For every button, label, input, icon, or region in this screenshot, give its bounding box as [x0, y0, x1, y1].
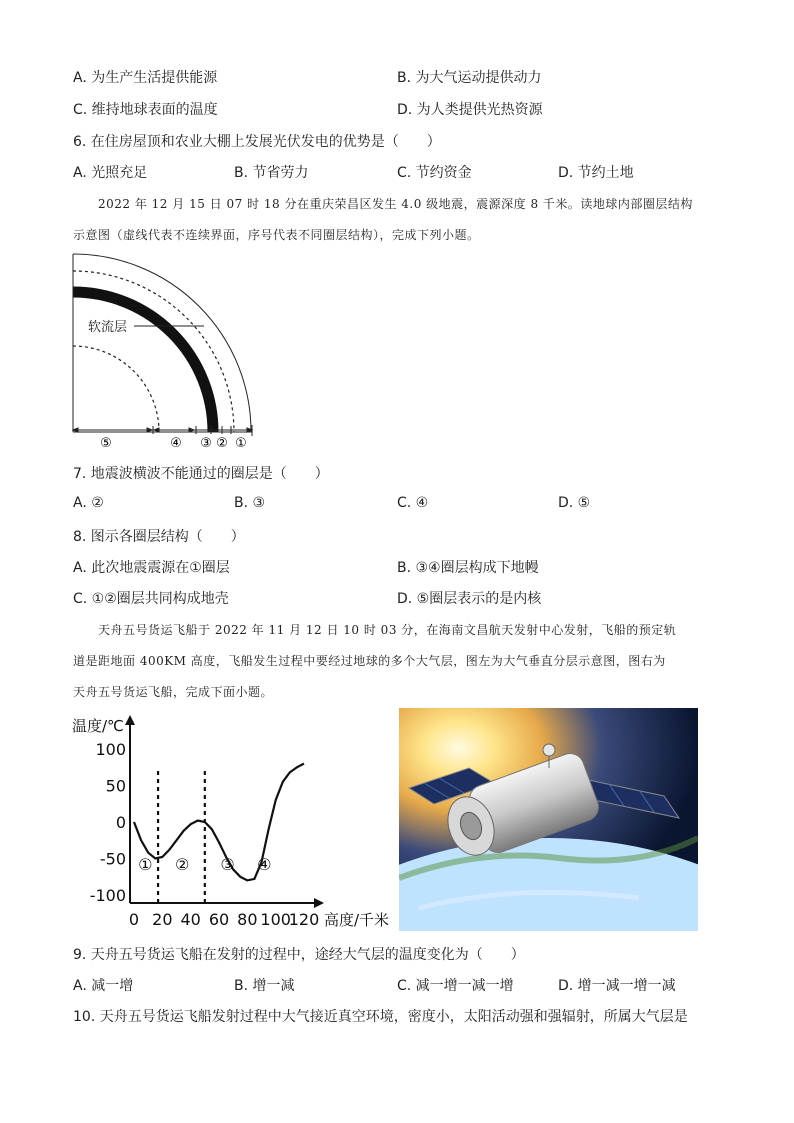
- x-tick-label: 20: [152, 910, 173, 929]
- q9-option-d: D. 增一减一增一减: [558, 978, 676, 994]
- q5-option-c: C. 维持地球表面的温度: [73, 102, 218, 118]
- chart-ylabel: 温度/℃: [72, 717, 124, 735]
- q8-option-d: D. ⑤圈层表示的是内核: [397, 591, 542, 607]
- earth-structure-diagram: [66, 250, 258, 450]
- q7-stem: 7. 地震波横波不能通过的圈层是（ ）: [73, 466, 329, 482]
- x-tick-label: 80: [237, 910, 258, 929]
- q9-option-c: C. 减一增一减一增: [397, 978, 514, 994]
- marker-1: ①: [235, 436, 247, 450]
- y-axis-arrow: [125, 715, 135, 725]
- q5-option-b: B. 为大气运动提供动力: [397, 70, 542, 86]
- layer-marker: ③: [220, 855, 235, 874]
- q5-option-d: D. 为人类提供光热资源: [397, 102, 543, 118]
- q10-stem: 10. 天舟五号货运飞船发射过程中大气接近真空环境，密度小，太阳活动强和强辐射，所属大气层是: [73, 1009, 688, 1025]
- x-tick-label: 60: [208, 910, 230, 929]
- q7-option-b: B. ③: [234, 495, 266, 511]
- layer-boundary-lines: [158, 771, 205, 903]
- passage2-line1: 天舟五号货运飞船于 2022 年 11 月 12 日 10 时 03 分，在海南文昌航天发射中心发射，飞船的预定轨: [98, 623, 677, 637]
- q9-option-b: B. 增一减: [234, 978, 295, 994]
- asthenosphere-label: 软流层: [88, 320, 128, 335]
- q9-stem: 9. 天舟五号货运飞船在发射的过程中，途经大气层的温度变化为（ ）: [73, 947, 525, 963]
- scale-bar: [73, 426, 252, 434]
- q8-option-b: B. ③④圈层构成下地幔: [397, 560, 539, 576]
- q8-option-a: A. 此次地震震源在①圈层: [73, 560, 230, 576]
- marker-4: ④: [170, 436, 182, 450]
- chart-xlabel: 高度/千米: [324, 911, 390, 929]
- layer-marker: ②: [174, 855, 190, 874]
- passage1-line1: 2022 年 12 月 15 日 07 时 18 分在重庆荣昌区发生 4.0 级地震，震源深度 8 千米。读地球内部圈层结构: [98, 197, 693, 211]
- x-tick-label: 40: [180, 910, 201, 929]
- q8-stem: 8. 图示各圈层结构（ ）: [73, 529, 245, 545]
- layer-boundaries: [73, 250, 252, 436]
- marker-2: ②: [216, 436, 228, 450]
- y-tick-label: -100: [89, 886, 126, 905]
- passage2-line3: 天舟五号货运飞船，完成下面小题。: [73, 685, 274, 699]
- q7-option-a: A. ②: [73, 495, 104, 511]
- y-tick-label: 0: [115, 813, 126, 832]
- x-axis-arrow: [314, 898, 324, 908]
- q6-option-a: A. 光照充足: [73, 165, 148, 181]
- chart-axes: [125, 715, 324, 908]
- q6-option-d: D. 节约土地: [558, 165, 634, 181]
- q6-option-c: C. 节约资金: [397, 165, 472, 181]
- y-tick-label: -50: [99, 849, 126, 869]
- q7-option-d: D. ⑤: [558, 495, 591, 511]
- y-tick-label: 50: [105, 776, 126, 796]
- temperature-curve: [134, 764, 304, 881]
- layer-marker: ④: [257, 855, 272, 874]
- q5-option-a: A. 为生产生活提供能源: [73, 70, 218, 86]
- x-tick-label: 0: [128, 910, 140, 929]
- marker-5: ⑤: [100, 436, 112, 450]
- q7-option-c: C. ④: [397, 495, 429, 511]
- x-tick-label: 120: [288, 910, 320, 929]
- y-tick-label: 100: [95, 740, 126, 759]
- q8-option-c: C. ①②圈层共同构成地壳: [73, 591, 229, 607]
- marker-3: ③: [200, 436, 212, 450]
- y-tick-labels: [90, 740, 126, 905]
- passage2-line2: 道是距地面 400KM 高度，飞船发生过程中要经过地球的多个大气层，图左为大气垂直分层示意图，图右为: [73, 654, 666, 668]
- q6-option-b: B. 节省劳力: [234, 165, 309, 181]
- q6-stem: 6. 在住房屋顶和农业大棚上发展光伏发电的优势是（ ）: [73, 134, 441, 150]
- x-tick-labels: [129, 910, 319, 929]
- q9-option-a: A. 减一增: [73, 978, 134, 994]
- spacecraft-image: [399, 708, 698, 931]
- atmosphere-temperature-chart: [66, 707, 400, 935]
- layer-marker: ①: [138, 855, 153, 874]
- x-tick-label: 100: [260, 910, 291, 929]
- passage1-line2: 示意图（虚线代表不连续界面，序号代表不同圈层结构），完成下列小题。: [73, 228, 480, 242]
